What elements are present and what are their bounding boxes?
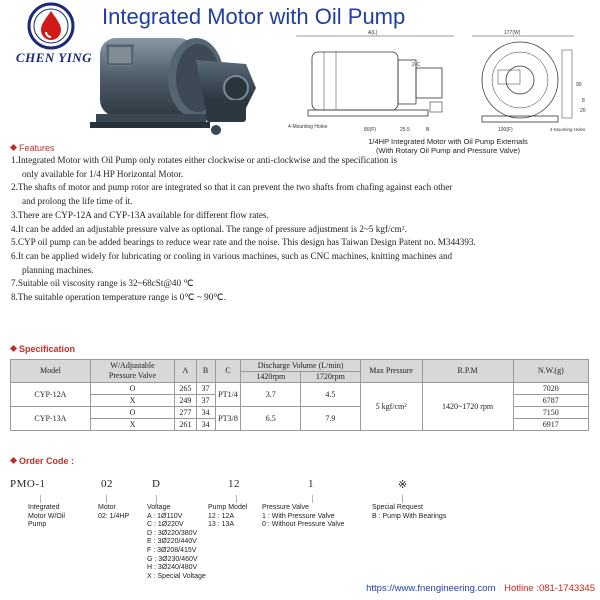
feature-line: 3.There are CYP-12A and CYP-13A available for different flow rates. xyxy=(11,209,269,220)
feature-line: 7.Suitable oil viscosity range is 32~68cSt@40 ℃ xyxy=(11,278,194,289)
connector-tick: | xyxy=(402,494,404,503)
order-desc-motor: Motor 02: 1/4HP xyxy=(98,504,130,520)
dim-100-label: 100(F) xyxy=(498,127,513,133)
dim-width-label: 177(W) xyxy=(504,30,521,36)
dim-20-label: 20 xyxy=(580,108,586,114)
order-desc-pump: Integrated Motor W/Oil Pump xyxy=(28,504,65,529)
order-code-breakdown xyxy=(10,472,600,582)
feature-line: only available for 1/4 HP Horizontal Motor. xyxy=(22,168,184,179)
specification-heading: Specification xyxy=(11,344,75,354)
dim-c-label: 2-C xyxy=(412,62,421,68)
table-row: CYP-13A O 277 34 PT3/8 6.5 7.9 7150 xyxy=(11,407,589,419)
col-header-1720rpm: 1720rpm xyxy=(301,372,361,383)
drawing-caption-line-2: (With Rotary Oil Pump and Pressure Valve) xyxy=(375,146,521,155)
order-desc-voltage: Voltage A : 1Ø110V C : 1Ø220V D : 3Ø220/380V E : 3Ø220/440V F : 3Ø208/415V G : 3Ø230/460V H : 3Ø240/480V X : Special Voltage xyxy=(147,504,206,580)
dim-25-label: 25.5 xyxy=(400,127,410,133)
connector-tick: | xyxy=(40,494,42,503)
feature-line: 2.The shafts of motor and pump rotor are integrated so that it can prevent the two shafts from chafing against each other xyxy=(11,182,453,193)
col-header-model: Model xyxy=(11,360,91,383)
dim-80-label: 80(F) xyxy=(364,127,376,133)
feature-line: 5.CYP oil pump can be added bearings to reduce wear rate and the noise. This design has Taiwan Design Patent no. M344393. xyxy=(11,237,476,248)
order-code-segment: PMO-1 xyxy=(10,478,46,490)
dimension-drawing xyxy=(284,30,600,136)
order-desc-special-request: Special Request B : Pump With Bearings xyxy=(372,504,447,520)
drawing-caption xyxy=(338,137,558,155)
features-list xyxy=(11,154,591,305)
col-header-b: B xyxy=(196,360,215,383)
order-desc-pressure-valve: Pressure Valve 1 : With Pressure Valve 0 : Without Pressure Valve xyxy=(262,504,345,529)
max-pressure-value: 5 kgf/cm² xyxy=(360,383,422,431)
diamond-bullet-icon xyxy=(10,345,17,352)
table-row: CYP-12A O 265 37 PT1/4 3.7 4.5 5 kgf/cm² 1420~1720 rpm 7020 xyxy=(11,383,589,395)
col-header-max-pressure: Max Pressure xyxy=(360,360,422,383)
dim-8-label: 8 xyxy=(582,98,585,104)
chen-ying-logo-icon xyxy=(27,2,75,50)
dim-a-label: A(L) xyxy=(368,30,378,36)
col-header-1420rpm: 1420rpm xyxy=(241,372,301,383)
feature-line: 1.Integrated Motor with Oil Pump only rotates either clockwise or anti-clockwise and the specification is xyxy=(11,155,398,165)
diamond-bullet-icon xyxy=(10,457,17,464)
col-header-discharge: Discharge Volume (L/min) xyxy=(241,360,360,372)
dim-b-label: B xyxy=(426,127,430,133)
order-code-segment: D xyxy=(152,478,161,490)
table-row: X 261 34 6917 xyxy=(11,419,589,431)
col-header-a: A xyxy=(175,360,196,383)
dim-90-label: 90 xyxy=(576,82,582,88)
feature-line: 6.It can be applied widely for lubricating or cooling in various machines, such as CNC machines, knitting machines and xyxy=(11,250,453,261)
website-link[interactable]: https://www.fnengineering.com xyxy=(366,583,496,594)
drawing-caption-line-1: 1/4HP Integrated Motor with Oil Pump Externals xyxy=(368,137,528,146)
page-title: Integrated Motor with Oil Pump xyxy=(102,4,406,29)
feature-line: planning machines. xyxy=(22,264,94,275)
connector-tick: | xyxy=(106,494,108,503)
order-code-heading: Order Code : xyxy=(11,456,74,466)
feature-line: and prolong the life time of it. xyxy=(22,196,133,207)
feature-line: 4.It can be added an adjustable pressure valve as optional. The range of pressure adjustment is 2~5 kgf/cm². xyxy=(11,223,407,234)
col-header-nw: N.W.(g) xyxy=(513,360,588,383)
footer-contact xyxy=(300,583,595,594)
order-code-segment: 1 xyxy=(308,478,314,490)
connector-tick: | xyxy=(312,494,314,503)
brand-name: CHEN YING xyxy=(15,50,93,65)
diamond-bullet-icon xyxy=(10,144,17,151)
motor-product-photo xyxy=(86,30,286,150)
specification-table xyxy=(10,359,589,431)
features-heading: Features xyxy=(11,143,55,153)
col-header-c: C xyxy=(215,360,241,383)
col-header-rpm: R.P.M xyxy=(422,360,513,383)
order-code-segment: 12 xyxy=(228,478,240,490)
feature-line: 8.The suitable operation temperature range is 0℃ ~ 90℃. xyxy=(11,292,226,303)
connector-tick: | xyxy=(236,494,238,503)
col-header-valve: W/Adjustable Pressure Valve xyxy=(90,360,174,383)
order-code-segment: 02 xyxy=(101,478,113,490)
rpm-value: 1420~1720 rpm xyxy=(422,383,513,431)
hotline-text: Hotline :081-1743345 xyxy=(504,583,595,594)
order-code-segment: ※ xyxy=(398,479,408,491)
connector-tick: | xyxy=(156,494,158,503)
table-row: X 249 37 6787 xyxy=(11,395,589,407)
order-desc-pump-model: Pump Model 12 : 12A 13 : 13A xyxy=(208,504,248,529)
mounting-holes-left-label: 4-Mounting Holes xyxy=(288,124,328,130)
mounting-holes-right-label: 4-Mounting Holes xyxy=(550,127,586,132)
